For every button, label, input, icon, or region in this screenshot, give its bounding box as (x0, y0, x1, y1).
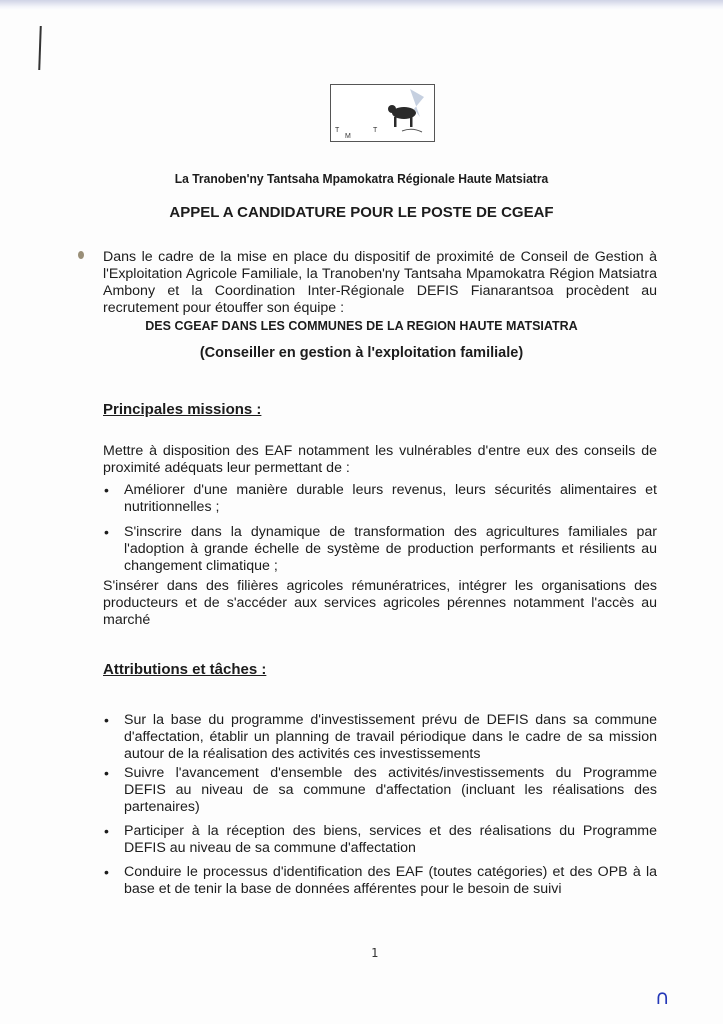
handwritten-initial: ∩ (655, 985, 670, 1009)
attributions-list (103, 712, 657, 898)
attributions-heading: Attributions et tâches : (103, 661, 267, 678)
missions-list (103, 482, 657, 575)
position-subtitle: (Conseiller en gestion à l'exploitation familiale) (199, 345, 524, 361)
page-number: 1 (371, 946, 379, 960)
list-item (103, 864, 657, 898)
logo-letter: M (345, 133, 351, 140)
bullet-icon: • (104, 823, 109, 839)
list-item-text: Suivre l'avancement d'ensemble des activités/investissements du Programme DEFIS au niveau de sa commune d'affectation (incluant les réalisations des partenaires) (124, 765, 657, 815)
list-item (103, 524, 657, 575)
list-item-text: Sur la base du programme d'investissement prévu de DEFIS dans sa commune d'affectation, établir un planning de travail périodique dans le cadre de sa mission autour de la réalisation des activités ces investissements (124, 712, 657, 762)
bullet-icon: • (104, 524, 109, 540)
logo-letter: T (335, 127, 340, 134)
missions-intro: Mettre à disposition des EAF notamment les vulnérables d'entre eux des conseils de proximité adéquats leur permettant de : (103, 443, 657, 476)
position-line: DES CGEAF DANS LES COMMUNES DE LA REGION HAUTE MATSIATRA (145, 319, 578, 333)
organization-heading: La Tranoben'ny Tantsaha Mpamokatra Régionale Haute Matsiatra (174, 171, 549, 186)
missions-closing: S'insérer dans des filières agricoles rémunératrices, intégrer les organisations des producteurs et de s'accéder aux services agricoles pérennes notamment l'accès au marché (103, 578, 657, 628)
list-item-text: S'inscrire dans la dynamique de transformation des agricultures familiales par l'adoption à grande échelle de système de production performants et résilients au changement climatique ; (124, 524, 657, 574)
document-title: APPEL A CANDIDATURE POUR LE POSTE DE CGEAF (169, 204, 554, 221)
list-item (103, 823, 657, 857)
bullet-icon: • (104, 712, 109, 728)
organization-logo (330, 84, 435, 142)
bullet-icon: • (104, 765, 109, 781)
bullet-icon: • (104, 864, 109, 880)
list-item (103, 765, 657, 816)
list-item (103, 482, 657, 516)
scan-top-shadow (0, 0, 723, 10)
list-item (103, 712, 657, 763)
pen-margin-mark (38, 26, 42, 70)
intro-paragraph: Dans le cadre de la mise en place du dispositif de proximité de Conseil de Gestion à l'Exploitation Agricole Familiale, la Tranoben'ny Tantsaha Mpamokatra Région Matsiatra Ambony et la Coordination Inter-Régionale DEFIS Fianarantsoa procèdent au recrutement pour étouffer son équipe : (103, 249, 657, 316)
hole-punch-mark (78, 251, 84, 259)
list-item-text: Participer à la réception des biens, services et des réalisations du Programme DEFIS au niveau de sa commune d'affectation (124, 823, 657, 856)
logo-letter: T (373, 127, 378, 134)
list-item-text: Conduire le processus d'identification des EAF (toutes catégories) et des OPB à la base et de tenir la base de données afférentes pour le besoin de suivi (124, 864, 657, 897)
bullet-icon: • (104, 482, 109, 498)
missions-heading: Principales missions : (103, 401, 262, 418)
zebu-cattle-logo-icon (380, 87, 430, 139)
list-item-text: Améliorer d'une manière durable leurs revenus, leurs sécurités alimentaires et nutritionnelles ; (124, 482, 657, 515)
